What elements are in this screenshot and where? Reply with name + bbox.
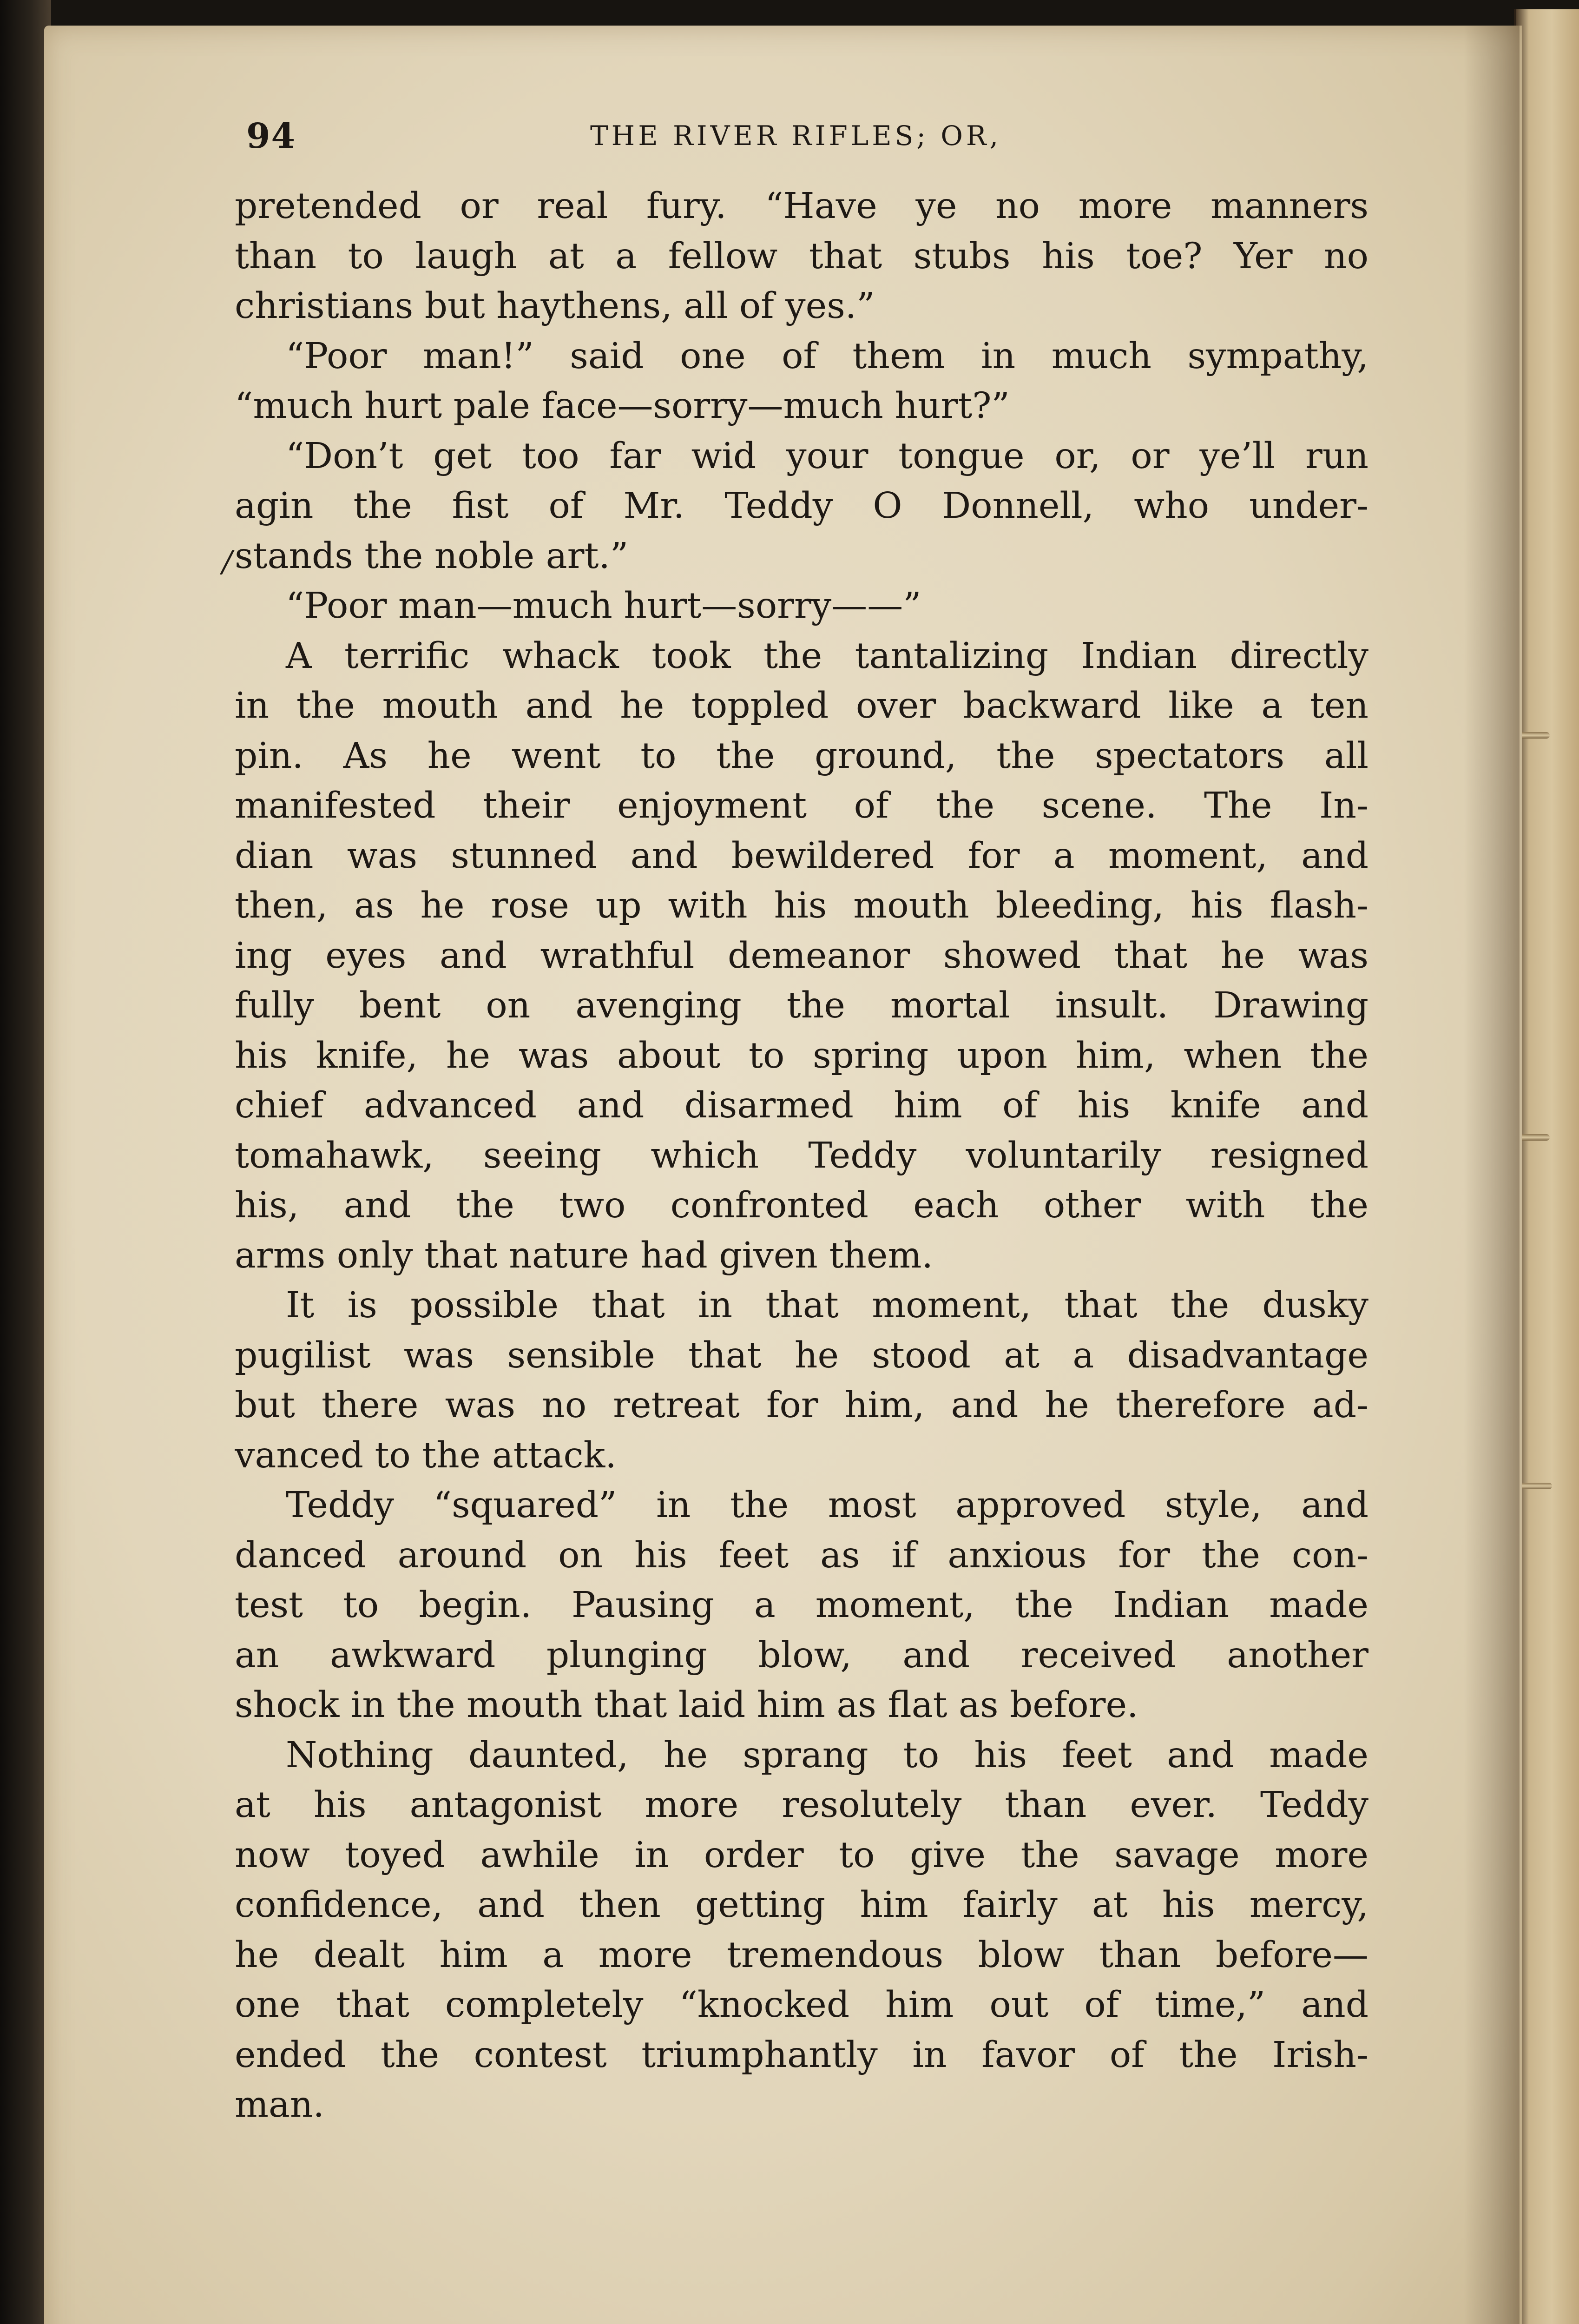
next-page-edge bbox=[1514, 9, 1579, 2324]
text-line: ended the contest triumphantly in favor of the Irish- bbox=[235, 2034, 1368, 2076]
text-line: “Don’t get too far wid your tongue or, or ye’ll run bbox=[286, 435, 1368, 477]
text-line: at his antagonist more resolutely than ever. Teddy bbox=[235, 1784, 1368, 1826]
text-line: his, and the two confronted each other with the bbox=[235, 1185, 1368, 1226]
text-line: vanced to the attack. bbox=[235, 1434, 617, 1476]
text-line: but there was no retreat for him, and he therefore ad- bbox=[235, 1385, 1368, 1426]
text-line: tomahawk, seeing which Teddy voluntarily resigned bbox=[235, 1135, 1368, 1176]
text-line: A terrific whack took the tantalizing Indian directly bbox=[286, 635, 1368, 677]
text-line: then, as he rose up with his mouth bleeding, his flash- bbox=[235, 885, 1368, 926]
text-line: Nothing daunted, he sprang to his feet and made bbox=[286, 1734, 1368, 1776]
text-line: in the mouth and he toppled over backward like a ten bbox=[235, 685, 1368, 726]
text-line: chief advanced and disarmed him of his knife and bbox=[235, 1085, 1368, 1126]
text-line: agin the fist of Mr. Teddy O Donnell, who under- bbox=[235, 485, 1368, 527]
text-line: arms only that nature had given them. bbox=[235, 1235, 933, 1276]
body-text bbox=[235, 181, 1368, 2130]
text-line: pretended or real fury. “Have ye no more manners bbox=[235, 185, 1368, 227]
running-head: THE RIVER RIFLES; OR, bbox=[590, 120, 1001, 152]
text-line: danced around on his feet as if anxious for the con- bbox=[235, 1534, 1368, 1576]
text-line: one that completely “knocked him out of time,” and bbox=[235, 1984, 1368, 2026]
text-line: ing eyes and wrathful demeanor showed that he was bbox=[235, 935, 1368, 977]
text-line: fully bent on avenging the mortal insult. Drawing bbox=[235, 985, 1368, 1026]
text-line: shock in the mouth that laid him as flat as before. bbox=[235, 1684, 1138, 1726]
text-line: It is possible that in that moment, that the dusky bbox=[286, 1285, 1368, 1326]
text-line: he dealt him a more tremendous blow than before— bbox=[235, 1934, 1368, 1976]
text-line: than to laugh at a fellow that stubs his toe? Yer no bbox=[235, 235, 1368, 277]
text-line: now toyed awhile in order to give the savage more bbox=[235, 1834, 1368, 1876]
text-line: stands the noble art.” bbox=[235, 535, 629, 577]
text-line: confidence, and then getting him fairly at his mercy, bbox=[235, 1884, 1368, 1926]
text-line: an awkward plunging blow, and received another bbox=[235, 1634, 1368, 1676]
text-line: Teddy “squared” in the most approved style, and bbox=[286, 1485, 1368, 1526]
text-line: dian was stunned and bewildered for a moment, and bbox=[235, 835, 1368, 877]
text-line: man. bbox=[235, 2084, 324, 2126]
text-line: “Poor man—much hurt—sorry——” bbox=[286, 585, 921, 627]
text-line: test to begin. Pausing a moment, the Indian made bbox=[235, 1585, 1368, 1626]
margin-pencil-mark: / bbox=[222, 545, 232, 579]
book-spine-shadow bbox=[0, 0, 51, 2324]
page-header bbox=[246, 116, 1487, 172]
text-line: his knife, he was about to spring upon him, when the bbox=[235, 1035, 1368, 1076]
text-line: “much hurt pale face—sorry—much hurt?” bbox=[235, 385, 1010, 427]
page-gutter-shadow bbox=[1464, 26, 1520, 2324]
text-line: christians but haythens, all of yes.” bbox=[235, 285, 875, 327]
text-line: pugilist was sensible that he stood at a disadvantage bbox=[235, 1334, 1368, 1376]
text-line: manifested their enjoyment of the scene. The In- bbox=[235, 785, 1368, 826]
text-line: “Poor man!” said one of them in much sympathy, bbox=[286, 335, 1368, 377]
text-line: pin. As he went to the ground, the spectators all bbox=[235, 735, 1368, 777]
page-number: 94 bbox=[246, 116, 296, 156]
